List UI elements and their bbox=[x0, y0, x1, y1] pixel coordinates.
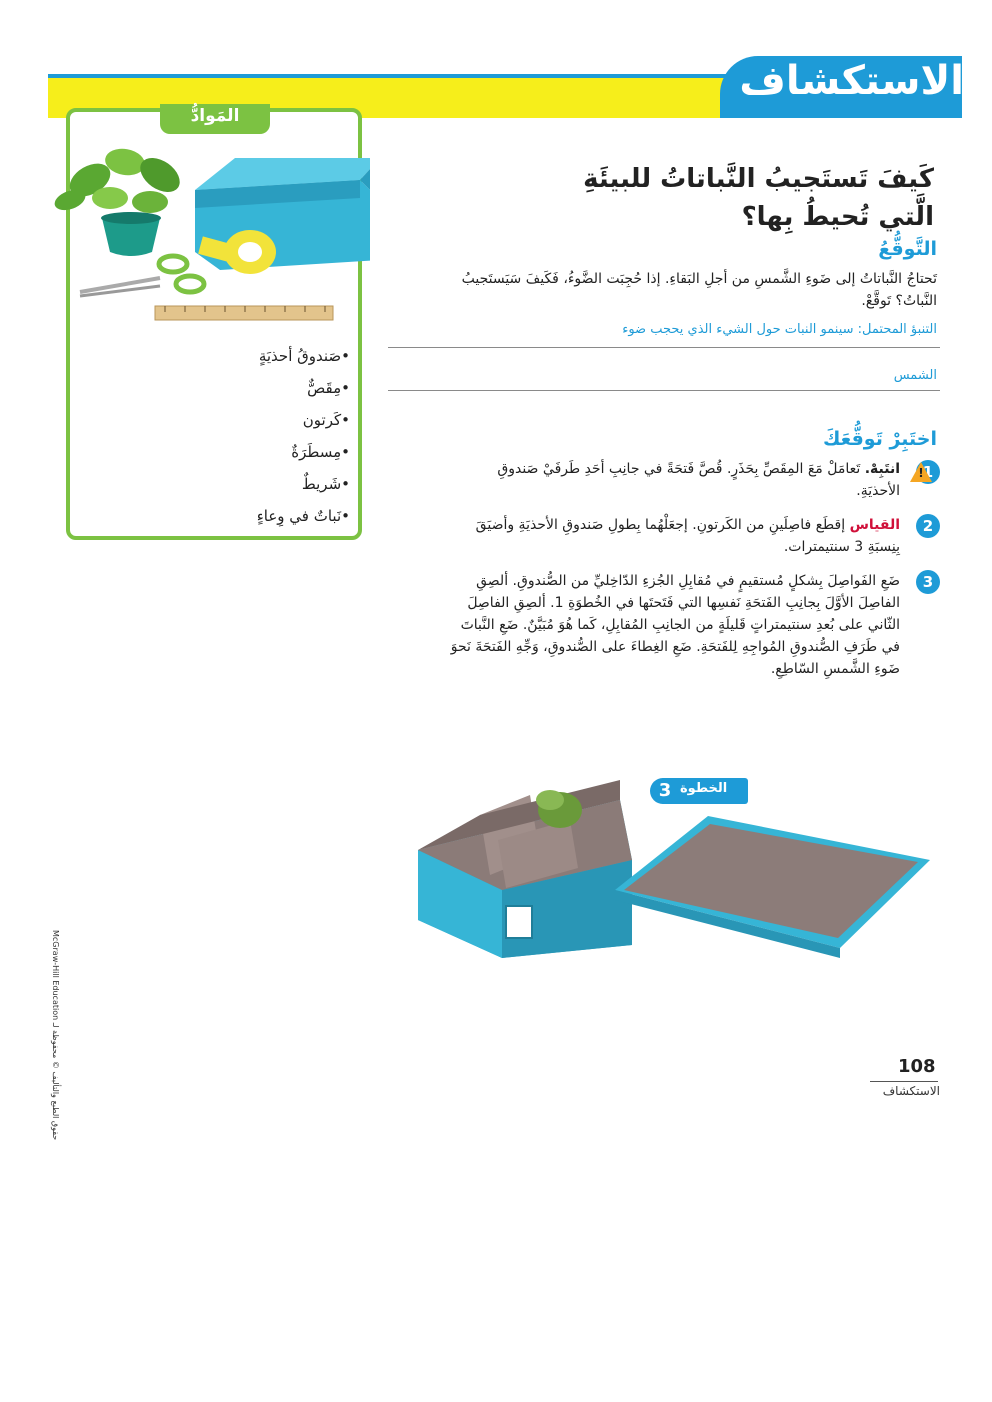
list-item: •صَندوقُ أحذيَةٍ bbox=[258, 347, 350, 365]
step-number: 3 bbox=[916, 570, 940, 594]
list-item: •نَباتٌ في وِعاءٍ bbox=[256, 507, 350, 525]
footer-divider bbox=[870, 1081, 938, 1082]
scissors-image bbox=[80, 256, 204, 296]
predict-heading: التَّوقُّعُ bbox=[878, 238, 937, 260]
step-number: 2 bbox=[916, 514, 940, 538]
answer-line bbox=[388, 347, 940, 348]
warning-icon-mark: ! bbox=[918, 466, 924, 480]
answer-line bbox=[388, 390, 940, 391]
test-heading: اختَبِرْ تَوقُّعَكَ bbox=[822, 428, 937, 450]
potted-plant-image bbox=[52, 146, 186, 256]
materials-illustration bbox=[50, 140, 370, 330]
step-text: ضَعِ الفَواصِلَ بِشكلٍ مُستقيمٍ في مُقابِلِ الجُزءِ الدّاخِليِّ من الصُّندوقِ. ألصِقِ الفاصِلَ الأوَّلَ بِجانِبِ الفَتحَةِ نَفسِها التي فَتَحتَها في الخُطوَةِ 1. ألصِقِ الفاصِلَ الثّاني على بُعدِ سنتيمتراتٍ قَليلَةٍ من الجانِبِ المُقابِلِ، كَما هُوَ مُبَيَّنٌ. ضَعِ النَّباتَ في طَرَفِ الصُّندوقِ المُواجِهِ لِلفَتحَةِ. ضَعِ الغِطاءَ على الصُّندوقِ، وَجِّهِ الفَتحَةَ نَحوَ ضَوءِ الشَّمسِ السّاطِعِ. bbox=[450, 573, 900, 677]
copyright-text: McGraw-Hill Education حقوق الطبع والتأليف © محفوظة لـ bbox=[51, 930, 60, 1141]
step-3-photo bbox=[410, 740, 940, 960]
section-title: الاستكشاف bbox=[739, 58, 964, 104]
list-item: •كَرتون bbox=[302, 411, 350, 429]
footer-section-name: الاستكشاف bbox=[882, 1084, 940, 1098]
step-label-number: 3 bbox=[652, 778, 678, 804]
answer-text: الشمس bbox=[893, 368, 937, 383]
list-item: •مِقَصٌّ bbox=[307, 379, 350, 397]
ruler-image bbox=[155, 306, 333, 320]
box-lid-image bbox=[615, 816, 930, 958]
predict-text: تَحتاجُ النَّباتاتُ إلى ضَوءِ الشَّمسِ من أجلِ البَقاءِ. إذا حُجِبَت الضَّوءُ، فَكَيفَ سَيَستَجيبُ النَّباتُ؟ تَوقَّعْ. bbox=[461, 271, 937, 309]
step-label-text: الخطوة bbox=[680, 781, 728, 796]
list-item: •شَريطٌ bbox=[301, 475, 350, 493]
page-title: كَيفَ تَستَجيبُ النَّباتاتُ للبيئَةِ الَّتي تُحيطُ بِها؟ bbox=[583, 164, 934, 232]
page-number: 108 bbox=[898, 1056, 936, 1077]
box-with-dividers-image bbox=[418, 780, 632, 958]
step-text: القياس إقطَع فاصِلَينِ من الكَرتونِ. إجعَلْهُما بِطولِ صَندوقِ الأحذيَةِ وأضيَقَ بِنِسبَةِ 3 سنتيمترات. bbox=[475, 517, 900, 555]
materials-title: المَوادُّ bbox=[190, 106, 240, 126]
step-text: انتَبِهْ. تَعامَلْ مَعَ المِقَصِّ بِحَذَرٍ. قُصَّ فَتحَةً في جانِبِ أحَدِ طَرفَيْ صَندوقِ الأحذيَةِ. bbox=[497, 461, 900, 499]
step-number: 1 bbox=[916, 460, 940, 484]
answer-text: التنبؤ المحتمل: سينمو النبات حول الشيء الذي يحجب ضوء bbox=[622, 322, 937, 337]
list-item: •مِسطَرَةٌ bbox=[291, 443, 350, 461]
materials-list bbox=[257, 340, 350, 532]
